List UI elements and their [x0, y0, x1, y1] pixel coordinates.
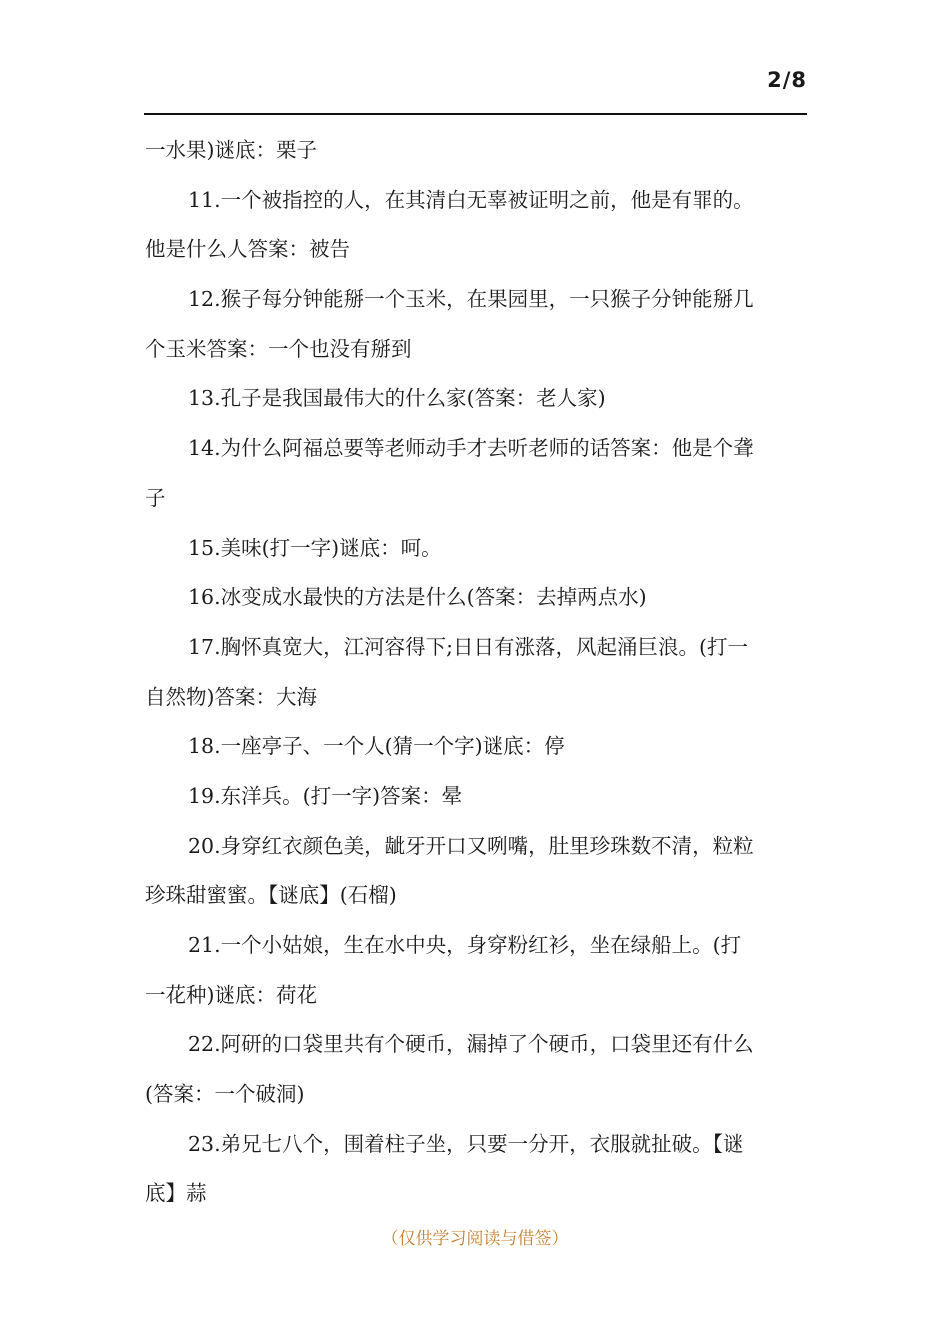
text-line: 21.一个小姑娘，生在水中央，身穿粉红衫，坐在绿船上。(打 [188, 933, 742, 957]
text-line: 一水果)谜底：栗子 [145, 138, 317, 162]
text-line: 他是什么人答案：被告 [145, 237, 350, 262]
text-line: 17.胸怀真宽大，江河容得下;日日有涨落，风起涌巨浪。(打一 [188, 634, 749, 659]
page-number: 2/8 [767, 68, 807, 92]
text-line: 13.孔子是我国最伟大的什么家(答案：老人家) [188, 386, 606, 411]
text-line: 12.猴子每分钟能掰一个玉米，在果园里，一只猴子分钟能掰几 [188, 287, 754, 312]
text-line: 底】蒜 [145, 1181, 207, 1206]
text-line: 18.一座亭子、一个人(猜一个字)谜底：停 [188, 734, 565, 759]
text-line: 14.为什么阿福总要等老师动手才去听老师的话答案：他是个聋 [188, 436, 754, 461]
text-line: 15.美味(打一字)谜底：呵。 [188, 535, 442, 560]
text-line: 一花种)谜底：荷花 [145, 982, 317, 1007]
text-line: 16.冰变成水最快的方法是什么(答案：去掉两点水) [188, 585, 647, 610]
text-line: 珍珠甜蜜蜜。【谜底】(石榴) [145, 883, 397, 908]
text-line: 22.阿研的口袋里共有个硬币，漏掉了个硬币，口袋里还有什么 [188, 1032, 754, 1057]
text-line: 子 [145, 485, 166, 510]
text-line: 23.弟兄七八个，围着柱子坐，只要一分开，衣服就扯破。【谜 [188, 1131, 744, 1156]
text-line: 自然物)答案：大海 [145, 684, 317, 709]
text-line: (答案：一个破洞) [145, 1082, 305, 1107]
document-body [145, 126, 807, 1219]
text-line: 20.身穿红衣颜色美，龇牙开口又咧嘴，肚里珍珠数不清，粒粒 [188, 833, 754, 858]
text-line: 19.东洋兵。(打一字)答案：晕 [188, 783, 463, 808]
header-divider [144, 113, 807, 115]
text-line: 11.一个被指控的人，在其清白无辜被证明之前，他是有罪的。 [188, 187, 754, 212]
footer-note: （仅供学习阅读与借签） [381, 1229, 569, 1249]
text-line: 个玉米答案：一个也没有掰到 [145, 336, 412, 361]
